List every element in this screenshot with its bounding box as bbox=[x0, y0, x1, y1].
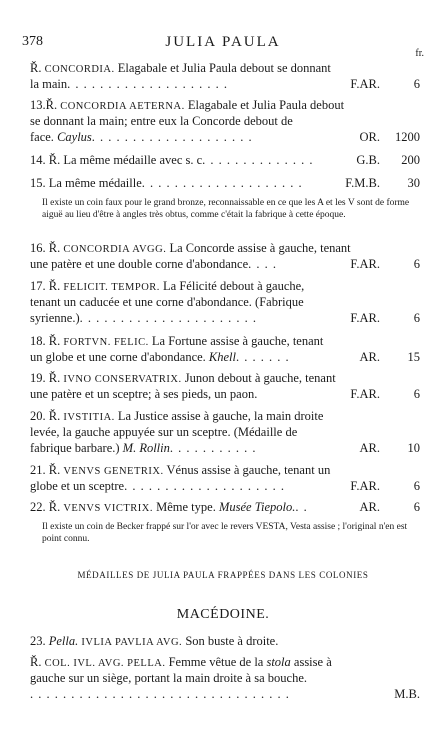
catalog-entry: 13.Ř. CONCORDIA AETERNA. Elagabale et Julia Paula debout se donnant la main; entre eux la Concorde debout de face. Caylus. . . . . . . . . . . . . . . . . . . . OR. 1200 bbox=[30, 98, 420, 144]
metal: OR. bbox=[359, 130, 380, 144]
catalog-entry: 21. Ř. VENVS GENETRIX. Vénus assise à gauche, tenant un globe et un sceptre. . . . . . . . . . . . . . . . . . . . F.AR. 6 bbox=[30, 463, 420, 493]
catalog-entry: 18. Ř. FORTVN. FELIC. La Fortune assise à gauche, tenant un globe et une corne d'abondance. Khell. . . . . . . AR. 15 bbox=[30, 334, 420, 364]
value: 6 bbox=[413, 479, 420, 493]
catalog-entry: 14. Ř. La même médaille avec s. c. . . . . . . . . . . . . . G.B. 200 bbox=[30, 153, 420, 167]
page-number: 378 bbox=[22, 34, 43, 49]
metal: G.B. bbox=[356, 153, 380, 167]
running-title: JULIA PAULA bbox=[165, 34, 281, 50]
metal: F.AR. bbox=[350, 77, 380, 91]
catalog-entry: 23. Pella. IVLIA PAVLIA AVG. Son buste à droite. bbox=[30, 634, 279, 648]
value: 6 bbox=[413, 311, 420, 325]
catalog-entry: Ř. COL. IVL. AVG. PELLA. Femme vêtue de la stola assise à gauche sur un siège, portant la main droite à sa bouche. . . . . . . . . . . . . . . . . . . . . . . . . . . . . . . . . M.B. bbox=[30, 655, 420, 701]
value: 30 bbox=[407, 176, 420, 190]
catalog-entry: 16. Ř. CONCORDIA AVGG. La Concorde assise à gauche, tenant une patère et une double corne d'abondance. . . . F.AR. 6 bbox=[30, 241, 420, 271]
column-head-francs: fr. bbox=[415, 48, 424, 59]
metal: F.AR. bbox=[350, 479, 380, 493]
footnote: Il existe un coin de Becker frappé sur l'or avec le revers VESTA, Vesta assise ; l'original n'en est point connu. bbox=[42, 522, 408, 544]
metal: AR. bbox=[359, 441, 380, 455]
metal: F.AR. bbox=[350, 387, 380, 401]
value: 200 bbox=[401, 153, 420, 167]
value: 6 bbox=[413, 77, 420, 91]
metal: M.B. bbox=[394, 687, 420, 701]
value: 10 bbox=[407, 441, 420, 455]
value: 6 bbox=[413, 257, 420, 271]
metal: F.AR. bbox=[350, 311, 380, 325]
footnote: Il existe un coin faux pour le grand bronze, reconnaissable en ce que les A et les V sont de forme aiguë au lieu d'être à angles très obtus, comme c'était la fabrique à cette époque. bbox=[42, 198, 410, 220]
value: 15 bbox=[407, 350, 420, 364]
catalog-entry: 20. Ř. IVSTITIA. La Justice assise à gauche, la main droite levée, la gauche appuyée sur un sceptre. (Médaille de fabrique barbare.) M. Rollin. . . . . . . . . . . AR. 10 bbox=[30, 409, 420, 455]
catalog-entry: Ř. CONCORDIA. Elagabale et Julia Paula debout se donnant la main. . . . . . . . . . . . . . . . . . . . F.AR. 6 bbox=[30, 61, 420, 91]
catalog-entry: 17. Ř. FELICIT. TEMPOR. La Félicité debout à gauche, tenant un caducée et une corne d'abondance. (Fabrique syrienne.). . . . . . . . . . . . . . . . . . . . . . F.AR. 6 bbox=[30, 279, 420, 325]
value: 1200 bbox=[395, 130, 420, 144]
catalog-entry: 22. Ř. VENVS VICTRIX. Même type. Musée Tiepolo.. . AR. 6 bbox=[30, 500, 420, 514]
catalog-entry: 15. La même médaille. . . . . . . . . . . . . . . . . . . . F.M.B. 30 bbox=[30, 176, 420, 190]
metal: F.AR. bbox=[350, 257, 380, 271]
section-heading: MÉDAILLES DE JULIA PAULA FRAPPÉES DANS LES COLONIES bbox=[77, 570, 369, 580]
metal: AR. bbox=[359, 500, 380, 514]
metal: AR. bbox=[359, 350, 380, 364]
value: 6 bbox=[413, 387, 420, 401]
metal: F.M.B. bbox=[345, 176, 380, 190]
section-subtitle: MACÉDOINE. bbox=[176, 607, 270, 622]
value: 6 bbox=[413, 500, 420, 514]
catalog-entry: 19. Ř. IVNO CONSERVATRIX. Junon debout à gauche, tenant une patère et un sceptre; à ses pieds, un paon. F.AR. 6 bbox=[30, 371, 420, 401]
